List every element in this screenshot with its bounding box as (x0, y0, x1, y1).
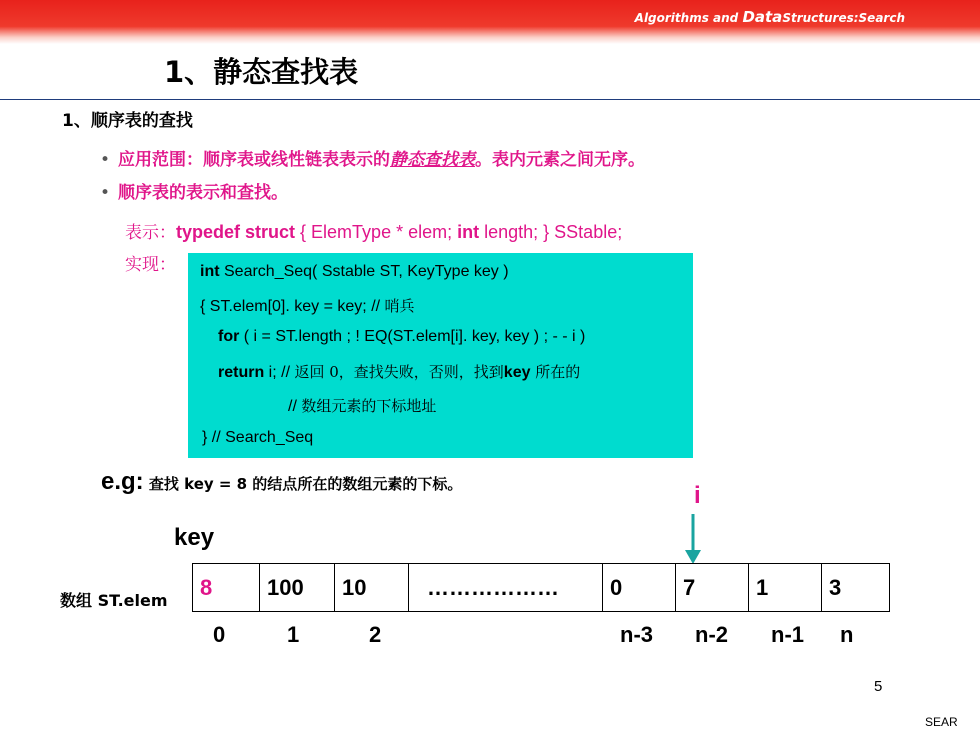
array-cell: 3 (822, 564, 890, 611)
bullet-representation: • 顺序表的表示和查找。 (100, 183, 289, 203)
page-number: 5 (874, 678, 883, 695)
code-block (188, 253, 693, 458)
example-text: 查找 key = 8 的结点所在的数组元素的下标。 (143, 475, 463, 493)
code-line-6: } // Search_Seq (202, 429, 314, 446)
array-index: 1 (287, 622, 300, 647)
representation-label: 表示： (125, 223, 176, 243)
array-label: 数组 ST.elem (60, 591, 168, 610)
code-line-5: // 数组元素的下标地址 (288, 397, 437, 415)
array-cell: 0 (603, 564, 676, 611)
representation-line: 表示：typedef struct { ElemType * elem; int length; } SStable; (125, 222, 623, 243)
array-index: 2 (369, 622, 382, 647)
array-index: n-3 (620, 622, 653, 647)
array-index: 0 (213, 622, 226, 647)
header-bar (0, 0, 980, 44)
footer-text: SEAR (925, 715, 958, 729)
bullet-scope: • 应用范围：顺序表或线性链表表示的静态查找表。表内元素之间无序。 (100, 150, 646, 170)
array-cell: 10 (335, 564, 409, 611)
key-label: key (174, 524, 215, 551)
course-title: Algorithms and DataStructures:Search (634, 8, 905, 26)
pointer-arrow-icon (683, 514, 703, 566)
bullet-dot: • (100, 183, 111, 203)
bullet-dot: • (100, 150, 111, 170)
code-line-1: int Search_Seq( Sstable ST, KeyType key ) (200, 263, 509, 280)
example-line (101, 468, 462, 496)
code-line-4: return i; // 返回 0，查找失败，否则，找到key 所在的 (218, 363, 581, 381)
page-title: 1、静态查找表 (164, 55, 359, 89)
array-index: n (840, 622, 854, 647)
array-index: n-2 (695, 622, 728, 647)
section-heading: 1、顺序表的查找 (62, 111, 193, 131)
array-cell: ……………… (409, 564, 603, 611)
pointer-label: i (694, 482, 701, 509)
array-cell: 100 (260, 564, 335, 611)
array-cells (192, 563, 890, 612)
array-cell: 1 (749, 564, 822, 611)
array-cell: 7 (676, 564, 749, 611)
implementation-label: 实现： (125, 255, 176, 275)
code-line-2: { ST.elem[0]. key = key; // 哨兵 (200, 297, 415, 315)
array-index: n-1 (771, 622, 804, 647)
title-divider (0, 99, 980, 100)
array-cell: 8 (193, 564, 260, 611)
static-table-term: 静态查找表 (390, 150, 476, 170)
example-prefix: e.g: (101, 468, 144, 495)
code-line-3: for ( i = ST.length ; ! EQ(ST.elem[i]. key, key ) ; - - i ) (218, 328, 586, 345)
